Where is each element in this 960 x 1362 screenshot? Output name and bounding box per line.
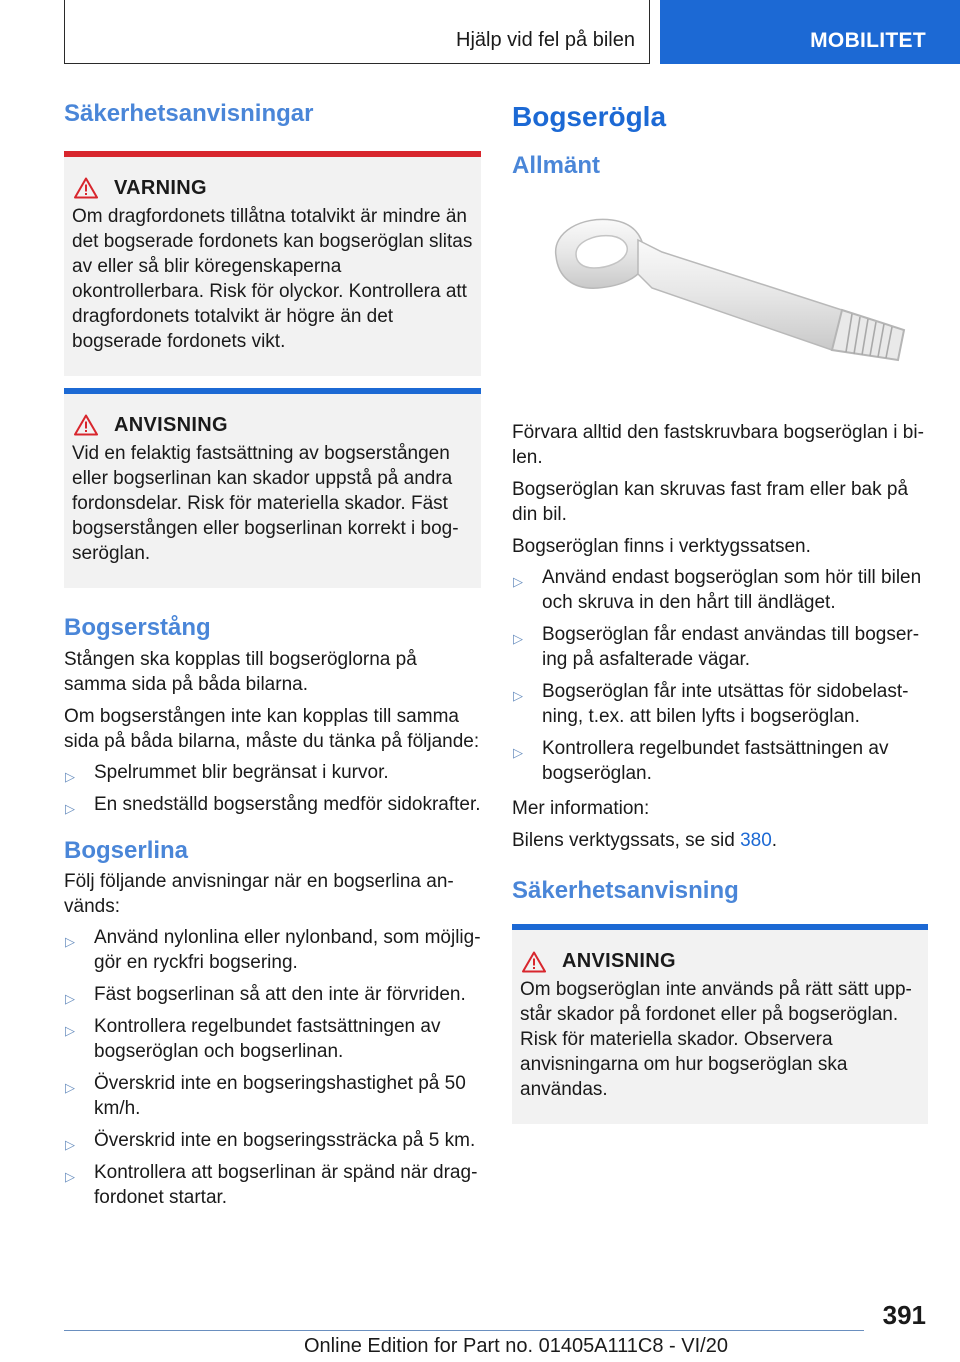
header-chapter-title: MOBILITET	[810, 29, 926, 52]
notice-box-title	[522, 950, 920, 973]
warning-label: VARNING	[114, 176, 207, 199]
warning-triangle-icon	[74, 414, 98, 436]
general-heading: Allmänt	[512, 151, 601, 179]
toolkit-reference-text: Bilens verktygssats, se sid	[512, 830, 741, 852]
page-number: 391	[882, 1300, 926, 1330]
triangle-bullet-icon: ▷	[65, 934, 75, 950]
tow-rope-list	[64, 925, 481, 1210]
triangle-bullet-icon: ▷	[65, 1023, 75, 1039]
notice-label: ANVISNING	[562, 950, 676, 973]
triangle-bullet-icon: ▷	[65, 1169, 75, 1185]
toolkit-reference: Bilens verktygssats, se sid 380.	[512, 830, 778, 852]
triangle-bullet-icon: ▷	[65, 1080, 75, 1096]
towing-eye-list	[512, 565, 928, 786]
left-column	[64, 100, 481, 1217]
notice-box	[512, 924, 928, 1124]
triangle-bullet-icon: ▷	[65, 800, 75, 816]
list-item: ▷ Använd nylonlina eller nylonband, som möjliggör en ryckfri bogsering.	[65, 927, 481, 974]
warning-text: Om dragfordonets tillåtna totalvikt är mindre än det bogserade fordonets kan bogseröglan slitas av eller så blir köregenskaperna okontrollerbara. Risk för olyckor. Kontrollera att dragfordonets totalvikt är högre än det bogserade fordonets vikt.	[72, 205, 473, 352]
tow-bar-list	[64, 760, 481, 817]
towing-eye-paragraph-1: Förvara alltid den fastskruvbara bogseröglan i bilen.	[512, 422, 924, 469]
list-item: ▷ Fäst bogserlinan så att den inte är förvriden.	[64, 982, 481, 1007]
triangle-bullet-icon: ▷	[65, 1137, 75, 1153]
towing-eye-illustration	[512, 192, 928, 418]
footer-edition: Online Edition for Part no. 01405A111C8 - VI/20	[304, 1335, 728, 1357]
notice-text: Vid en felaktig fastsättning av bogserstången eller bogserlinan kan skador uppstå på andra fordonsdelar. Risk för materiella skador. Fäst bogserstången eller bogserlinan korrekt i bogseröglan.	[72, 442, 459, 564]
tow-bar-paragraph-2: Om bogserstången inte kan kopplas till samma sida på båda bilarna, måste du tänka på följande:	[64, 705, 480, 752]
tow-rope-paragraph-1: Följ följande anvisningar när en bogserlina används:	[64, 871, 454, 918]
warning-box	[64, 151, 481, 376]
safety-instructions-heading: Säkerhetsanvisningar	[64, 100, 314, 127]
notice-box	[64, 388, 481, 588]
triangle-bullet-icon: ▷	[65, 768, 75, 784]
header-section-title: Hjälp vid fel på bilen	[456, 29, 635, 51]
triangle-bullet-icon: ▷	[513, 688, 523, 704]
list-item: ▷ En snedställd bogserstång medför sidokrafter.	[64, 792, 481, 817]
list-item: ▷ Spelrummet blir begränsat i kurvor.	[64, 760, 481, 785]
right-column	[512, 100, 928, 1124]
page-380-link[interactable]: 380	[740, 830, 772, 852]
tow-bar-paragraph-1: Stången ska kopplas till bogseröglorna på samma sida på båda bilarna.	[64, 648, 417, 695]
more-information-label: Mer information:	[512, 798, 650, 820]
list-item: ▷ Använd endast bogseröglan som hör till bilen och skruva in den hårt till ändläget.	[513, 567, 922, 614]
list-item: ▷ Överskrid inte en bogseringshastighet på 50 km/h.	[65, 1073, 466, 1120]
towing-eye-paragraph-2: Bogseröglan kan skruvas fast fram eller bak på din bil.	[512, 479, 909, 526]
towing-eye-paragraph-3: Bogseröglan finns i verktygssatsen.	[512, 536, 811, 558]
triangle-bullet-icon: ▷	[513, 574, 523, 590]
towing-eye-heading: Bogserögla	[512, 101, 667, 132]
list-item: ▷ Bogseröglan får endast användas till bogsering på asfalterade vägar.	[513, 624, 920, 671]
list-item: ▷ Kontrollera regelbundet fastsättningen av bogseröglan.	[513, 738, 889, 785]
list-item: ▷ Överskrid inte en bogseringssträcka på 5 km.	[64, 1128, 481, 1153]
safety-instruction-heading: Säkerhetsanvisning	[512, 877, 739, 905]
header-section-box	[64, 0, 650, 64]
notice-box-title	[74, 414, 473, 437]
tow-bar-heading: Bogserstång	[64, 613, 211, 641]
notice-text: Om bogseröglan inte används på rätt sätt uppstår skador på fordonet eller på bogseröglan. Risk för materiella skador. Observera anvisningarna om hur bogseröglan ska användas.	[520, 979, 912, 1101]
warning-box-title	[74, 177, 473, 200]
warning-triangle-icon	[522, 951, 546, 973]
footer-divider	[64, 1330, 864, 1331]
triangle-bullet-icon: ▷	[513, 631, 523, 647]
triangle-bullet-icon: ▷	[65, 991, 75, 1007]
list-item: ▷ Bogseröglan får inte utsättas för sidobelastning, t.ex. att bilen lyfts i bogseröglan.	[513, 681, 909, 728]
towing-eye-image	[512, 192, 928, 418]
triangle-bullet-icon: ▷	[513, 745, 523, 761]
warning-triangle-icon	[74, 177, 98, 199]
notice-label: ANVISNING	[114, 413, 228, 436]
tow-rope-heading: Bogserlina	[64, 836, 189, 864]
header-chapter-tab	[660, 0, 960, 64]
list-item: ▷ Kontrollera att bogserlinan är spänd när dragfordonet startar.	[65, 1162, 478, 1209]
list-item: ▷ Kontrollera regelbundet fastsättningen av bogseröglan och bogserlinan.	[65, 1016, 441, 1063]
